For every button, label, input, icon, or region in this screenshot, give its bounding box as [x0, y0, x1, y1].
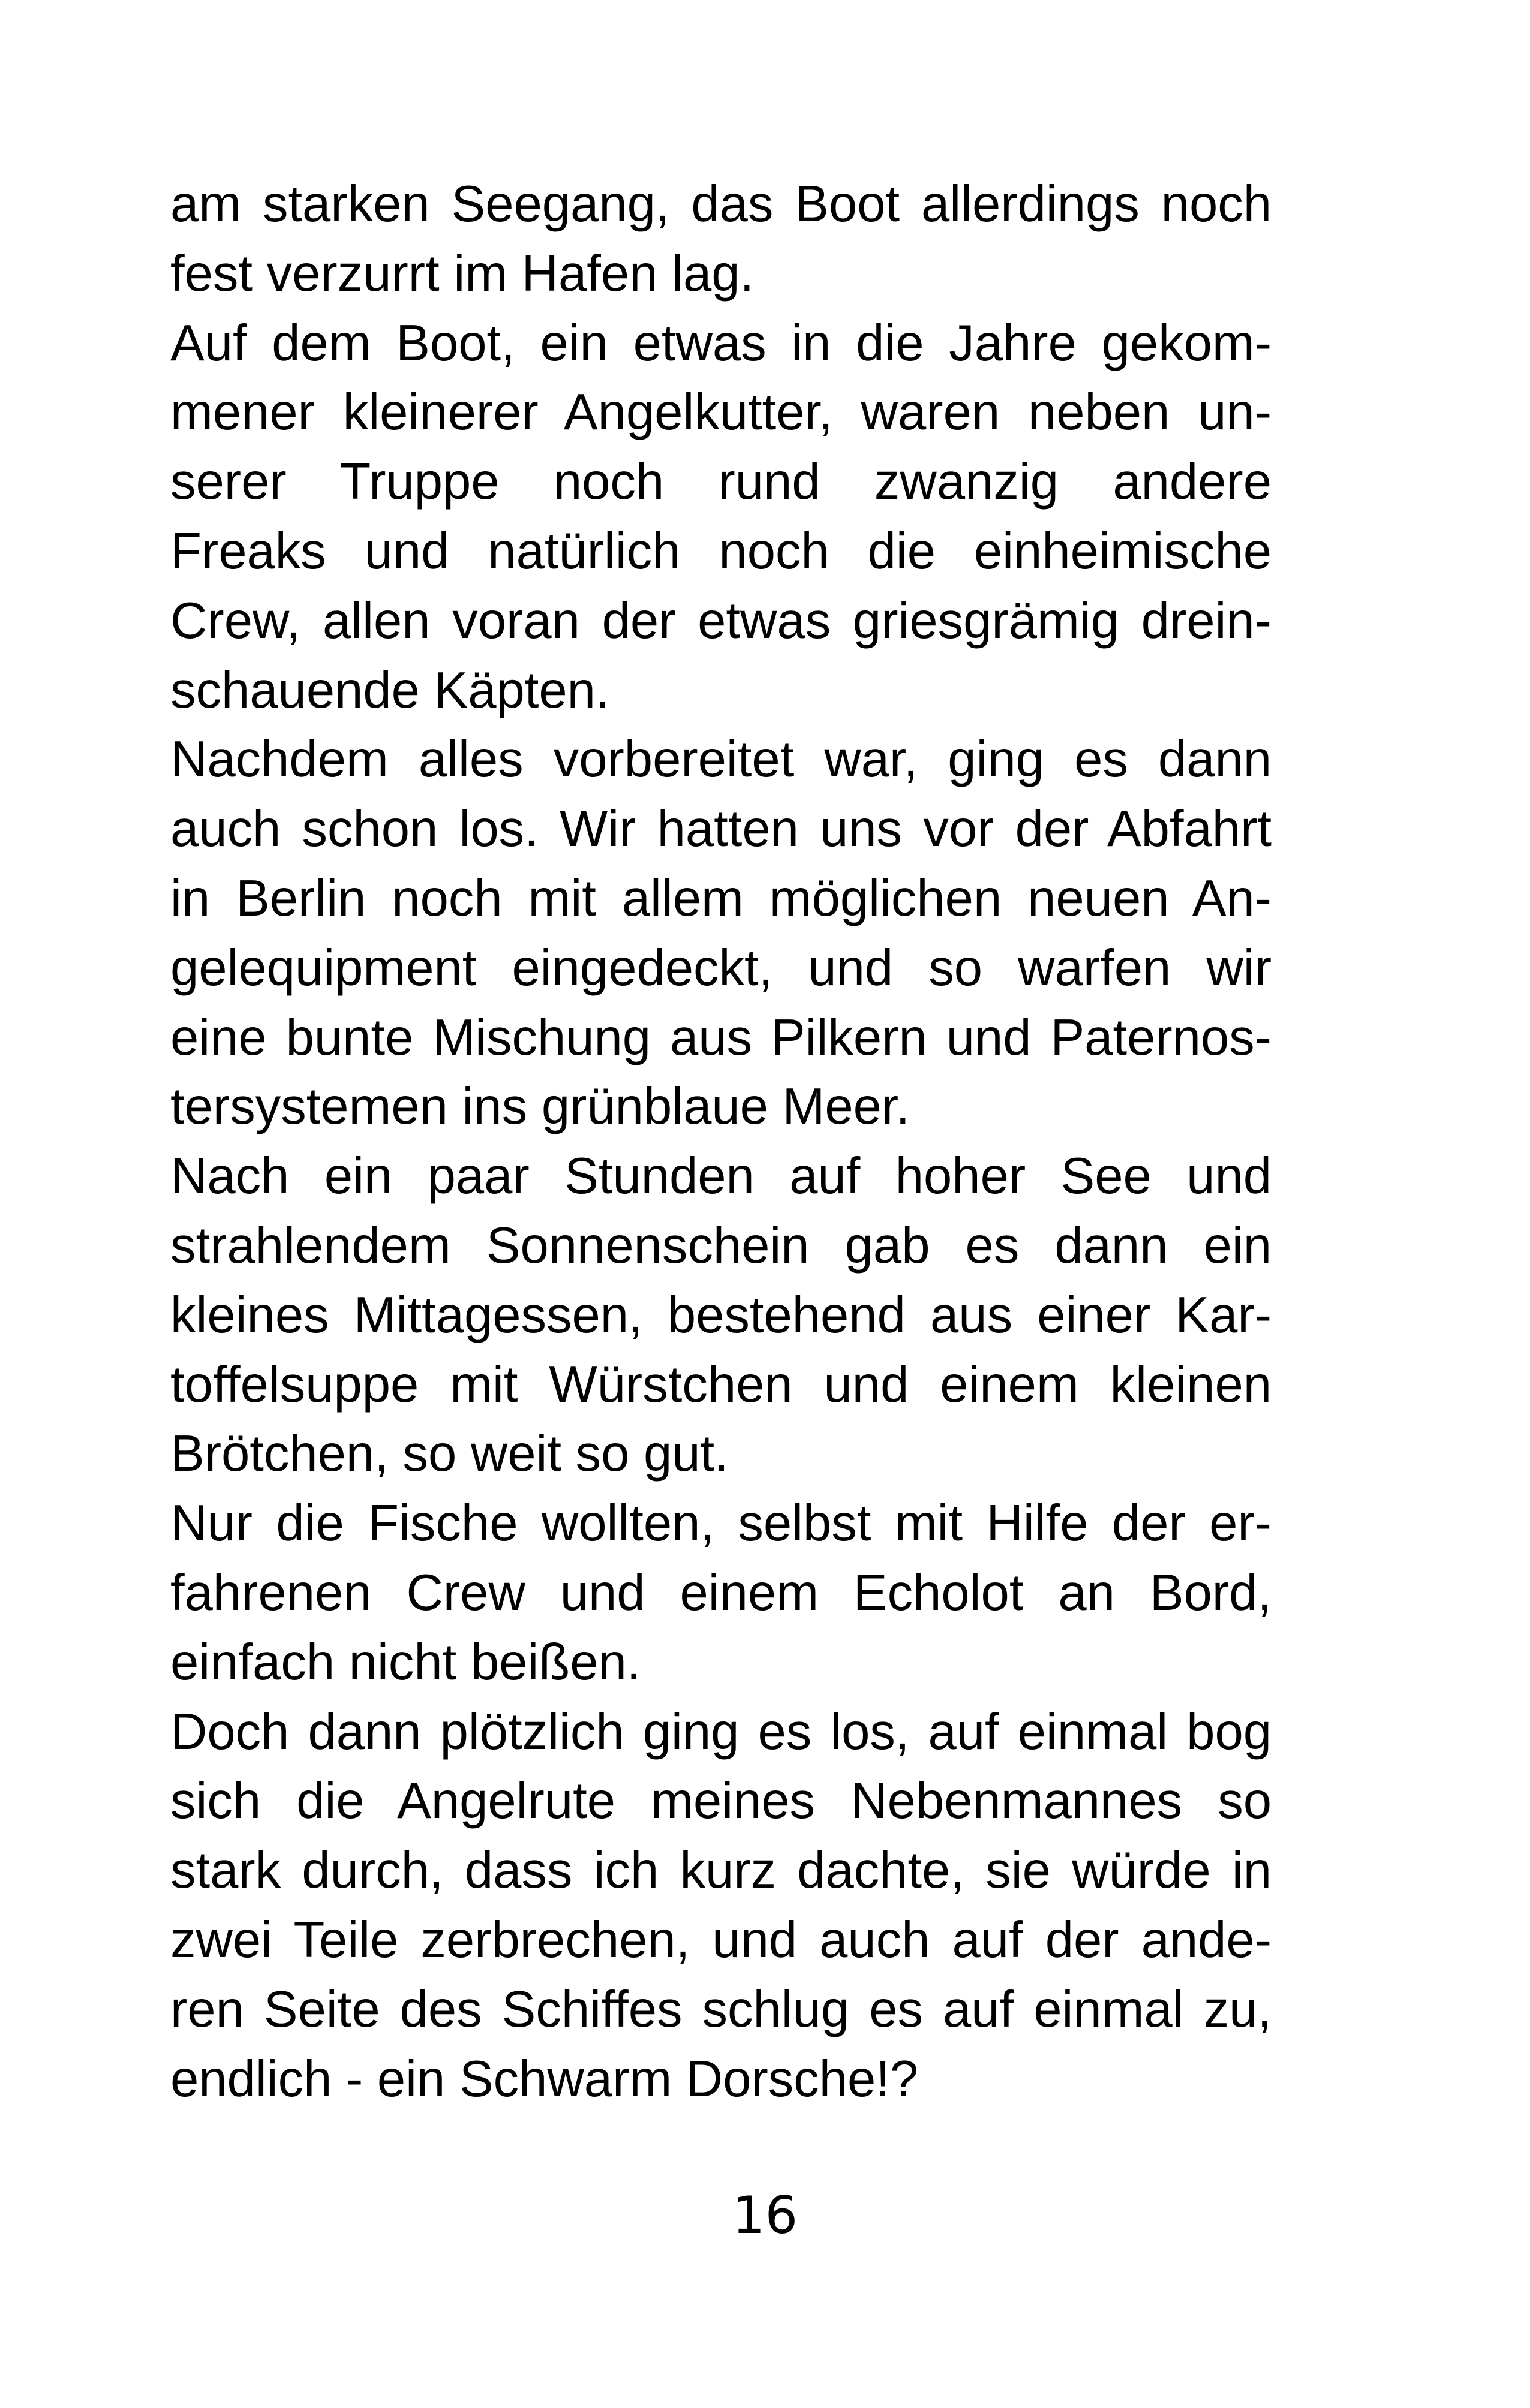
text-line: kleines Mittagessen, bestehend aus einer Kar- [170, 1286, 1272, 1344]
page-number: 16 [732, 2186, 798, 2246]
text-line: Nachdem alles vorbereitet war, ging es dann [170, 731, 1272, 788]
text-line: Nur die Fische wollten, selbst mit Hilfe der er- [170, 1495, 1272, 1552]
text-line: schauende Käpten. [170, 661, 610, 719]
paragraph [170, 1489, 1272, 1697]
text-line: fahrenen Crew und einem Echolot an Bord, [170, 1564, 1272, 1621]
text-line: ren Seite des Schiffes schlug es auf einmal zu, [170, 1980, 1272, 2038]
text-line: einfach nicht beißen. [170, 1633, 641, 1691]
paragraph [170, 1142, 1272, 1489]
text-line: Crew, allen voran der etwas griesgrämig drein- [170, 592, 1272, 649]
paragraph [170, 725, 1272, 1142]
text-line: sich die Angelrute meines Nebenmannes so [170, 1772, 1272, 1830]
text-line: mener kleinerer Angelkutter, waren neben un- [170, 384, 1272, 441]
text-line: zwei Teile zerbrechen, und auch auf der ande- [170, 1911, 1272, 1968]
text-line: strahlendem Sonnenschein gab es dann ein [170, 1217, 1272, 1274]
text-line: stark durch, dass ich kurz dachte, sie würde in [170, 1842, 1272, 1900]
text-line: Nach ein paar Stunden auf hoher See und [170, 1148, 1272, 1205]
text-line: eine bunte Mischung aus Pilkern und Paternos- [170, 1009, 1272, 1066]
text-line: Brötchen, so weit so gut. [170, 1425, 729, 1483]
text-line: am starken Seegang, das Boot allerdings noch [170, 176, 1272, 233]
text-line: tersystemen ins grünblaue Meer. [170, 1078, 910, 1136]
paragraph [170, 1697, 1272, 2114]
text-line: endlich - ein Schwarm Dorsche!? [170, 2050, 919, 2108]
body-text [170, 170, 1272, 2114]
text-line: auch schon los. Wir hatten uns vor der Abfahrt [170, 800, 1272, 858]
text-line: Auf dem Boot, ein etwas in die Jahre gekom- [170, 314, 1272, 372]
text-line: in Berlin noch mit allem möglichen neuen An- [170, 869, 1272, 927]
text-line: gelequipment eingedeckt, und so warfen wir [170, 939, 1272, 997]
text-line: Freaks und natürlich noch die einheimische [170, 522, 1272, 580]
paragraph [170, 309, 1272, 726]
paragraph [170, 170, 1272, 309]
text-line: toffelsuppe mit Würstchen und einem kleinen [170, 1356, 1272, 1413]
text-line: fest verzurrt im Hafen lag. [170, 245, 755, 302]
text-line: Doch dann plötzlich ging es los, auf einmal bog [170, 1703, 1272, 1760]
text-line: serer Truppe noch rund zwanzig andere [170, 453, 1272, 511]
